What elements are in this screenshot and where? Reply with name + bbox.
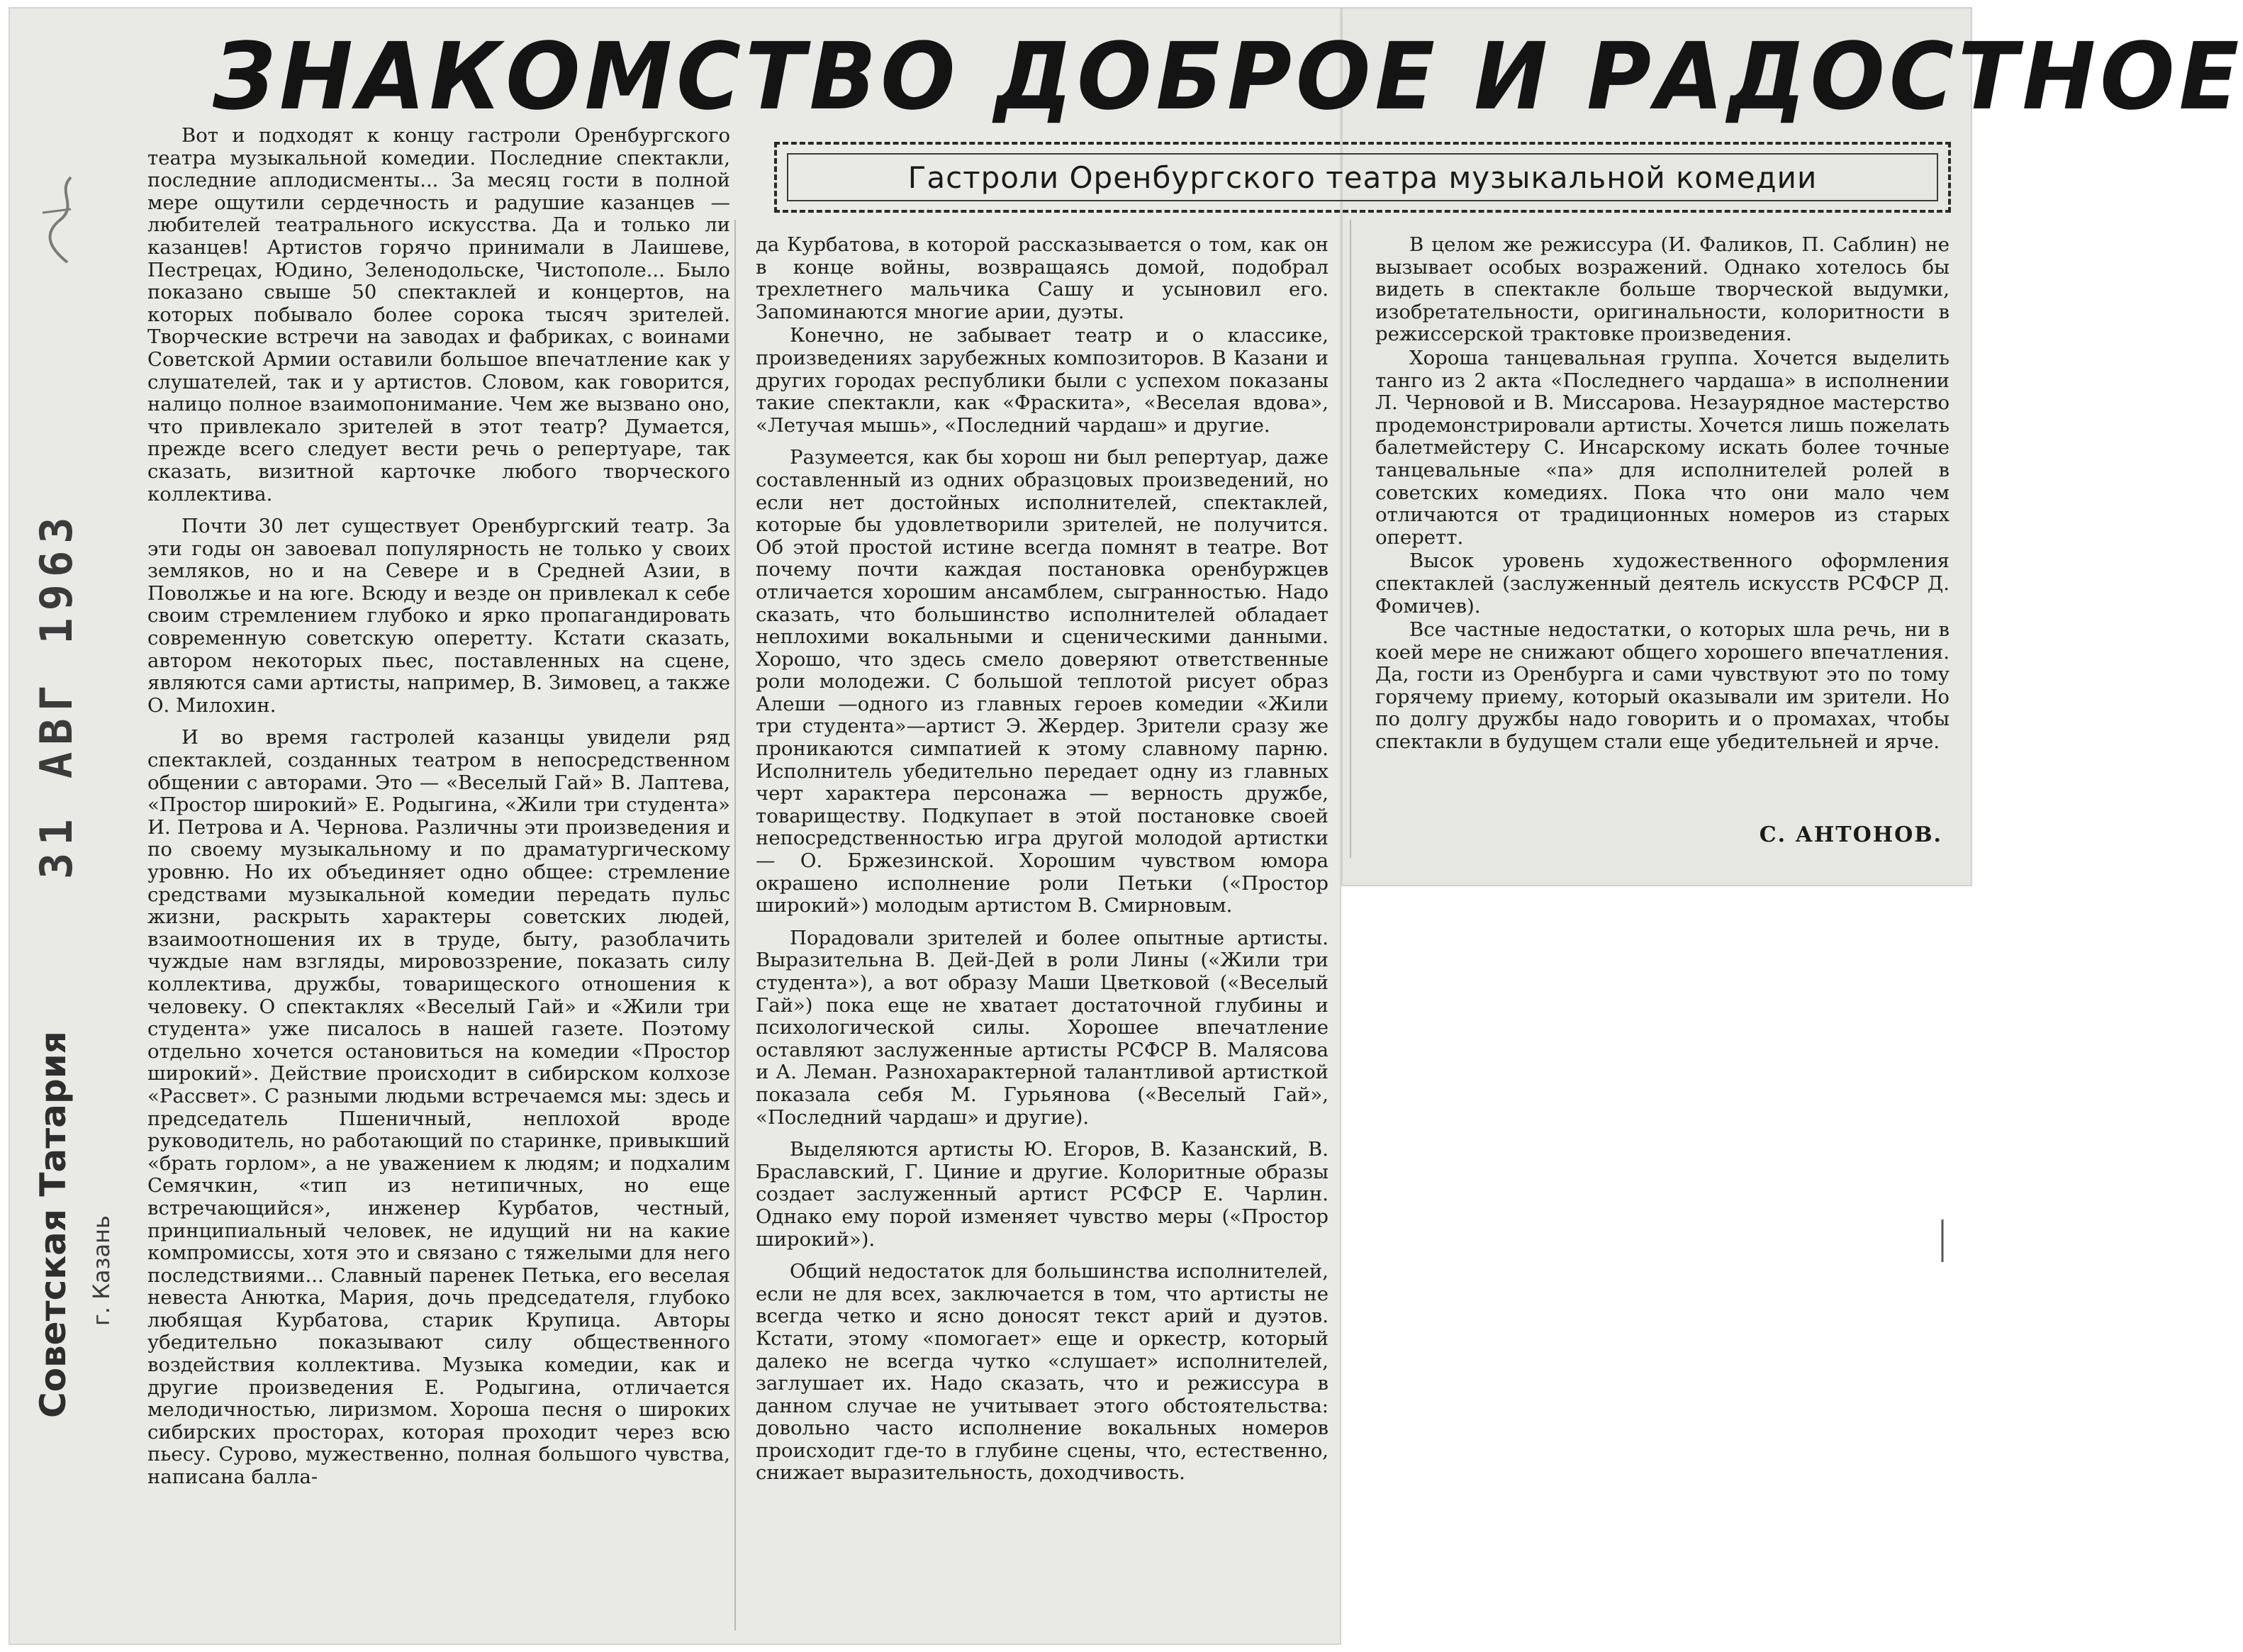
date-stamp: 31 АВГ 1963 <box>30 510 82 879</box>
article-author: С. АНТОНОВ. <box>1759 822 1942 847</box>
paragraph: Все частные недостатки, о которых шла речь, ни в коей мере не снижают общего хорошего впечатления. Да, гости из Оренбурга и сами чувствуют это по тому горячему приему, который оказывали им зрители. Но по долгу дружбы надо говорить и о промахах, чтобы спектакли в будущем стали еще убедительней и ярче. <box>1375 618 1950 754</box>
article-column-1 <box>147 125 730 1635</box>
paragraph: Выделяются артисты Ю. Егоров, В. Казанский, В. Браславский, Г. Циние и другие. Колоритные образы создает заслуженный артист РСФСР Е. Чарлин. Однако ему порой изменяет чувство меры («Простор широкий»). <box>756 1138 1329 1251</box>
column-divider <box>1350 220 1351 858</box>
paragraph: Хороша танцевальная группа. Хочется выделить танго из 2 акта «Последнего чардаша» в исполнении Л. Черновой и В. Миссарова. Незаурядное мастерство продемонстрировали артисты. Хочется лишь пожелать балетмейстеру С. Инсарскому искать более точные танцевальные «па» для исполнителей ролей в советских комедиях. Пока что они мало чем отличаются от традиционных номеров из старых оперетт. <box>1375 346 1950 549</box>
paragraph: Вот и подходят к концу гастроли Оренбургского театра музыкальной комедии. Последние спектакли, последние аплодисменты... За месяц гости в полной мере ощутили сердечность и радушие казанцев — любителей театрального искусства. Да и только ли казанцев! Артистов горячо принимали в Лаишеве, Пестрецах, Юдино, Зеленодольске, Чистополе... Было показано свыше 50 спектаклей и концертов, на которых побывало более сорока тысяч зрителей. Творческие встречи на заводах и фабриках, с воинами Советской Армии оставили большое впечатление как у слушателей, так и у артистов. Словом, как говорится, налицо полное взаимопонимание. Чем же вызвано оно, что привлекало зрителей в этот театр? Думается, прежде всего следует вести речь о репертуаре, так сказать, визитной карточке любого творческого коллектива. <box>147 124 730 506</box>
column-divider <box>734 220 736 1631</box>
article-column-3 <box>1375 234 1950 858</box>
paragraph: да Курбатова, в которой рассказывается о том, как он в конце войны, возвращаясь домой, подобрал трехлетнего мальчика Сашу и усыновил его. Запоминаются многие арии, дуэты. <box>756 233 1329 323</box>
paragraph: Конечно, не забывает театр и о классике, произведениях зарубежных композиторов. В Казани и других городах республики были с успехом показаны такие спектакли, как «Фраскита», «Веселая вдова», «Летучая мышь», «Последний чардаш» и другие. <box>756 324 1329 437</box>
paragraph: Высок уровень художественного оформления спектаклей (заслуженный деятель искусств РСФСР Д. Фомичев). <box>1375 549 1950 618</box>
paragraph: Разумеется, как бы хорош ни был репертуар, даже составленный из одних образцовых произведений, но если нет достойных исполнителей, спектаклей, которые бы удовлетворили зрителей, не получится. Об этой простой истине всегда помнят в театре. Вот почему почти каждая постановка оренбуржцев отличается хорошим ансамблем, сыгранностью. Надо сказать, что большинство исполнителей обладает неплохими вокальными и сценическими данными. Хорошо, что здесь смело доверяют ответственные роли молодежи. С большой теплотой рисует образ Алеши —одного из главных героев комедии «Жили три студента»—артист Э. Жердер. Зрители сразу же проникаются симпатией к этому славному парню. Исполнитель убедительно передает одну из главных черт характера персонажа — верность дружбе, товариществу. Подкупает в этой постановке своей непосредственностью игра другой молодой артистки — О. Бржезинской. Хорошим чувством юмора окрашено исполнение роли Петьки («Простор широкий») молодым артистом В. Смирновым. <box>756 446 1329 917</box>
paragraph: В целом же режиссура (И. Фаликов, П. Саблин) не вызывает особых возражений. Однако хотелось бы видеть в спектакле больше творческой выдумки, изобретательности, оригинальности, колоритности в режиссерской трактовке произведения. <box>1375 233 1950 346</box>
article-subtitle: Гастроли Оренбургского театра музыкальной комедии <box>907 160 1818 195</box>
stray-mark-icon <box>1939 1220 1946 1262</box>
paragraph: Общий недостаток для большинства исполнителей, если не для всех, заключается в том, что артисты не всегда четко и ясно доносят текст арий и дуэтов. Кстати, этому «помогает» еще и оркестр, который далеко не всегда чутко «слушает» исполнителей, заглушает их. Надо сказать, что и режиссура в данном случае не учитывает этого обстоятельства: довольно часто исполнение вокальных номеров происходит где-то в глубине сцены, что, естественно, снижает выразительность, доходчивость. <box>756 1260 1329 1485</box>
subtitle-box <box>774 142 1951 213</box>
paragraph: Порадовали зрителей и более опытные артисты. Выразительна В. Дей-Дей в роли Лины («Жили три студента»), а вот образу Маши Цветковой («Веселый Гай») пока еще не хватает достаточной глубины и психологической силы. Хорошее впечатление оставляют заслуженные артисты РСФСР В. Малясова и А. Леман. Разнохарактерной талантливой артисткой показала себя М. Гурьянова («Веселый Гай», «Последний чардаш» и другие). <box>756 926 1329 1129</box>
newspaper-source: Советская Татария <box>33 1031 74 1418</box>
pencil-mark-icon <box>28 170 85 269</box>
paragraph: Почти 30 лет существует Оренбургский театр. За эти годы он завоевал популярность не только у своих земляков, но и на Севере и в Средней Азии, в Поволжье и на юге. Всюду и везде он привлекал к себе своим стремлением глубоко и ярко пропагандировать современную советскую оперетту. Кстати сказать, автором некоторых пьес, поставленных на сцене, являются сами артисты, например, В. Зимовец, а также О. Милохин. <box>147 515 730 717</box>
article-title: ЗНАКОМСТВО ДОБРОЕ И РАДОСТНОЕ <box>213 23 2243 131</box>
paragraph: И во время гастролей казанцы увидели ряд спектаклей, созданных театром в непосредственном общении с авторами. Это — «Веселый Гай» В. Лаптева, «Простор широкий» Е. Родыгина, «Жили три студента» И. Петрова и А. Чернова. Различны эти произведения и по своему музыкальному и по драматургическому уровню. Но их объединяет одно общее: стремление средствами музыкальной комедии передать пульс жизни, раскрыть характеры советских людей, взаимоотношения их в труде, быту, разоблачить чуждые нам взгляды, мировоззрение, показать силу коллектива, дружбы, товарищеского отношения к человеку. О спектаклях «Веселый Гай» и «Жили три студента» уже писалось в нашей газете. Поэтому отдельно хочется остановиться на комедии «Простор широкий». Действие происходит в сибирском колхозе «Рассвет». С разными людьми встречаемся мы: здесь и председатель Пшеничный, неплохой вроде руководитель, но работающий по старинке, привыкший «брать горлом», а не уважением к людям; и подхалим Семячкин, «тип из нетипичных, но еще встречающийся», инженер Курбатов, честный, принципиальный человек, не идущий ни на какие компромиссы, хотя это и связано с тяжелыми для него последствиями... Славный паренек Петька, его веселая невеста Анютка, Мария, дочь председателя, глубоко любящая Курбатова, старик Крупица. Авторы убедительно показывают силу общественного воздействия коллектива. Музыка комедии, как и другие произведения Е. Родыгина, отличается мелодичностью, лиризмом. Хороша песня о широких сибирских просторах, которая проходит через всю пьесу. Сурово, мужественно, полная большого чувства, написана балла- <box>147 726 730 1489</box>
newspaper-city: г. Казань <box>88 1215 115 1326</box>
article-column-2 <box>756 234 1329 1638</box>
